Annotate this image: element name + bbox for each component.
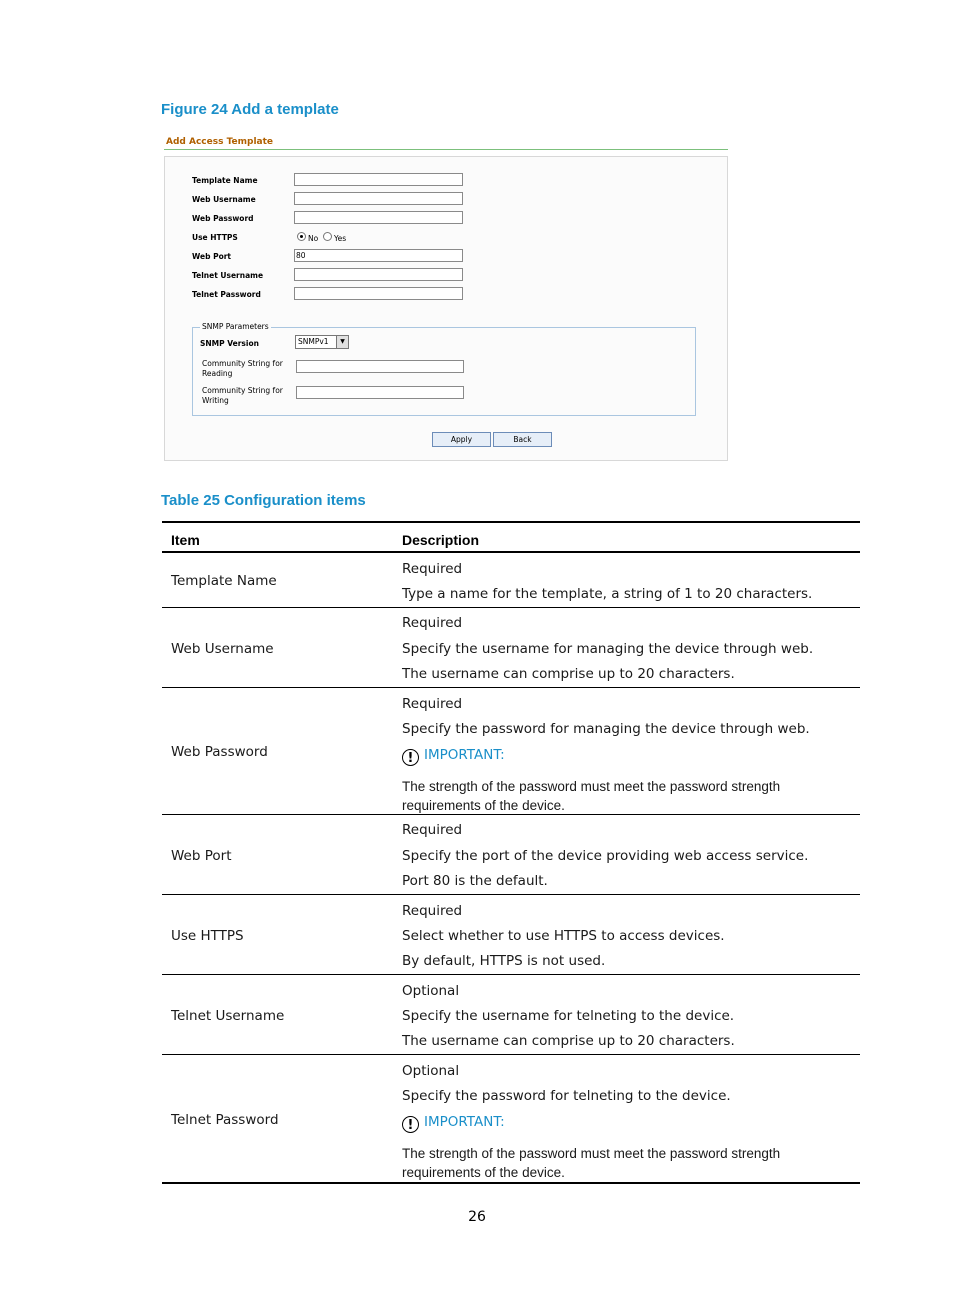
row-item-telnet-password: Telnet Password [171,1112,279,1128]
row-item-web-username: Web Username [171,641,274,657]
back-button[interactable]: Back [493,432,552,447]
header-rule [162,551,860,553]
row-divider [162,974,860,975]
row-item-web-port: Web Port [171,848,232,864]
web-password-label: Web Password [192,214,254,223]
read-community-input[interactable] [296,360,464,373]
row-desc-line: Port 80 is the default. [402,873,548,889]
snmp-version-select[interactable] [295,335,349,349]
title-divider [164,149,728,150]
chevron-down-icon[interactable]: ▼ [336,336,348,348]
web-username-label: Web Username [192,195,256,204]
row-desc-line: Required [402,903,463,919]
https-yes-label: Yes [334,234,347,243]
write-community-label-1: Community String for [202,386,283,395]
read-community-label-1: Community String for [202,359,283,368]
important-note: The strength of the password must meet the password strength requirements of the device. [402,1146,781,1180]
https-no-radio[interactable] [297,232,306,241]
row-desc-line: Specify the password for managing the device through web. [402,721,810,737]
row-divider [162,814,860,815]
table-top-rule [162,521,860,523]
important-note: The strength of the password must meet the password strength requirements of the device. [402,779,781,813]
telnet-username-label: Telnet Username [192,271,264,280]
row-divider [162,687,860,688]
page-number: 26 [468,1209,486,1225]
row-desc-line: Specify the username for managing the device through web. [402,641,814,657]
web-port-input[interactable]: 80 [294,249,463,262]
snmp-version-label: SNMP Version [200,339,259,348]
exclamation-icon: ! [402,749,419,766]
row-item-use-https: Use HTTPS [171,928,244,944]
template-name-input[interactable] [294,173,463,186]
template-name-label: Template Name [192,176,258,185]
web-password-input[interactable] [294,211,463,224]
table-caption: Table 25 Configuration items [161,492,366,509]
row-item-template-name: Template Name [171,573,277,589]
https-yes-radio[interactable] [323,232,332,241]
row-desc-line: Required [402,696,463,712]
header-description: Description [402,532,480,548]
row-divider [162,1054,860,1055]
write-community-input[interactable] [296,386,464,399]
row-desc-line: Select whether to use HTTPS to access devices. [402,928,725,944]
header-item: Item [171,532,200,548]
row-divider [162,607,860,608]
important-label: IMPORTANT: [424,747,505,763]
use-https-label: Use HTTPS [192,233,238,242]
row-desc-line: Specify the username for telneting to the device. [402,1008,735,1024]
row-item-telnet-username: Telnet Username [171,1008,285,1024]
web-port-label: Web Port [192,252,232,261]
https-no-label: No [308,234,319,243]
row-desc-line: Specify the password for telneting to the device. [402,1088,731,1104]
row-desc-line: The username can comprise up to 20 characters. [402,1033,735,1049]
row-desc-line: By default, HTTPS is not used. [402,953,606,969]
figure-caption: Figure 24 Add a template [161,101,339,118]
row-item-web-password: Web Password [171,744,268,760]
row-desc-line: Required [402,615,463,631]
row-desc-line: Required [402,822,463,838]
screen-title: Add Access Template [166,137,274,147]
row-desc-line: The username can comprise up to 20 characters. [402,666,735,682]
telnet-password-label: Telnet Password [192,290,261,299]
snmp-version-value: SNMPv1 [298,337,329,346]
table-bottom-rule [162,1182,860,1184]
row-desc-line: Optional [402,983,460,999]
row-divider [162,894,860,895]
row-desc-line: Required [402,561,463,577]
telnet-username-input[interactable] [294,268,463,281]
write-community-label-2: Writing [202,396,229,405]
read-community-label-2: Reading [202,369,233,378]
apply-button[interactable]: Apply [432,432,491,447]
row-desc-line: Type a name for the template, a string of 1 to 20 characters. [402,586,813,602]
important-notice [402,1114,505,1133]
important-notice [402,747,505,766]
web-username-input[interactable] [294,192,463,205]
exclamation-icon: ! [402,1116,419,1133]
important-label: IMPORTANT: [424,1114,505,1130]
telnet-password-input[interactable] [294,287,463,300]
snmp-legend: SNMP Parameters [202,322,269,331]
row-desc-line: Optional [402,1063,460,1079]
row-desc-line: Specify the port of the device providing web access service. [402,848,809,864]
